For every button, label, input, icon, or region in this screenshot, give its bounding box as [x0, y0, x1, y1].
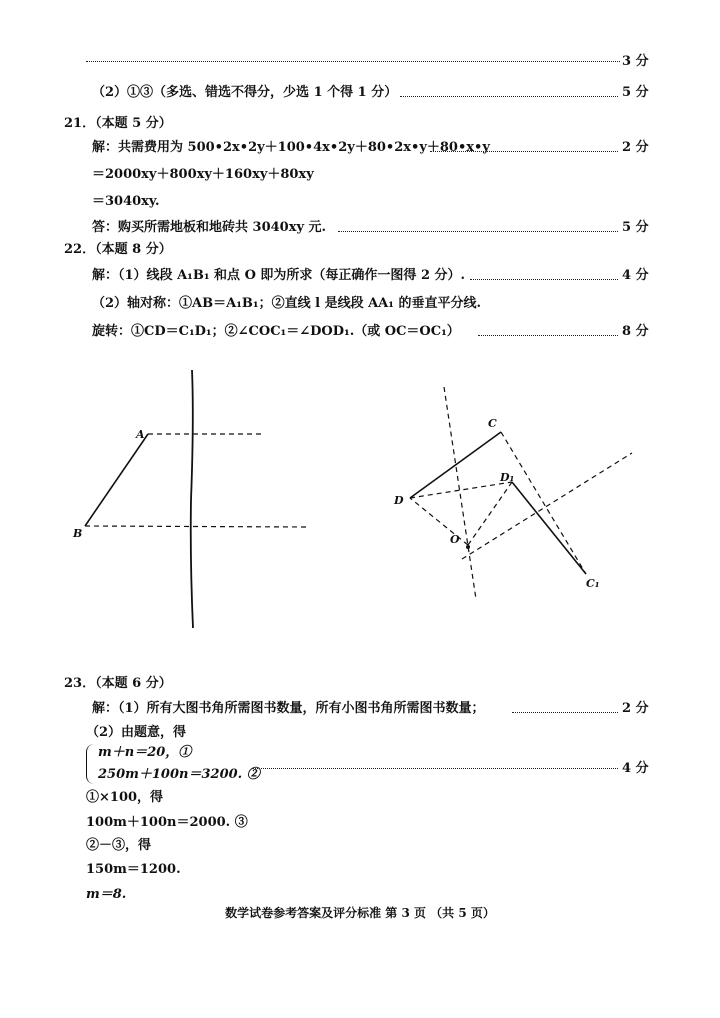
- page-footer: 数学试卷参考答案及评分标准 第 3 页 （共 5 页）: [225, 906, 495, 920]
- figure-axial-symmetry: [60, 360, 330, 640]
- label-A: A: [136, 428, 145, 441]
- label-D1: D₁: [500, 471, 515, 484]
- dashed-O-D1: [468, 482, 512, 545]
- answer-line: m＝8.: [86, 887, 127, 902]
- dashed-bisector-1: [444, 387, 476, 599]
- label-C: C: [488, 417, 497, 430]
- answer-line: （2）由题意，得: [86, 725, 187, 740]
- leader-dots: [338, 231, 618, 232]
- score: 5 分: [622, 85, 649, 100]
- equation-system-brace: [86, 744, 95, 784]
- answer-line: ＝3040xy.: [92, 194, 160, 209]
- dashed-B-B1: [85, 526, 307, 527]
- score: 4 分: [622, 761, 649, 776]
- score: 8 分: [622, 324, 649, 339]
- leader-dots: [478, 335, 618, 336]
- label-O: O: [450, 533, 460, 546]
- dashed-C-C1: [501, 432, 586, 574]
- score: 3 分: [622, 54, 649, 69]
- question-header: 23．（本题 6 分）: [64, 676, 172, 691]
- answer-line: （2）轴对称：①AB＝A₁B₁；②直线 l 是线段 AA₁ 的垂直平分线.: [92, 296, 482, 311]
- leader-dots: [86, 61, 620, 62]
- axis-line-l: [191, 370, 193, 628]
- answer-line: 100m＋100n＝2000. ③: [86, 815, 248, 830]
- answer-line: 解：（1）所有大图书角所需图书数量，所有小图书角所需图书数量；: [92, 701, 485, 716]
- score: 4 分: [622, 268, 649, 283]
- question-header: 21．（本题 5 分）: [64, 116, 172, 131]
- answer-line: 解：共需费用为 500•2x•2y＋100•4x•2y＋80•2x•y＋80•x•y: [92, 140, 490, 155]
- leader-dots: [400, 96, 618, 97]
- answer-line: 解：（1）线段 A₁B₁ 和点 O 即为所求（每正确作一图得 2 分）.: [92, 268, 466, 283]
- answer-line: 答：购买所需地板和地砖共 3040xy 元.: [92, 220, 327, 235]
- answer-line: 150m＝1200.: [86, 862, 181, 877]
- dashed-D-D1: [410, 482, 512, 498]
- answer-line: ＝2000xy＋800xy＋160xy＋80xy: [92, 167, 314, 182]
- leader-dots: [470, 279, 618, 280]
- segment-DC: [410, 432, 501, 498]
- label-B: B: [73, 527, 83, 540]
- answer-line: 旋转：①CD＝C₁D₁；②∠COC₁＝∠DOD₁.（或 OC＝OC₁）: [92, 324, 460, 339]
- segment-D1C1: [512, 482, 586, 574]
- score: 2 分: [622, 701, 649, 716]
- score: 2 分: [622, 140, 649, 155]
- label-C1: C₁: [586, 577, 600, 590]
- segment-AB: [85, 434, 148, 526]
- leader-dots: [252, 768, 618, 769]
- answer-line: ②－③，得: [86, 838, 152, 853]
- answer-line: （2）①③（多选、错选不得分，少选 1 个得 1 分）: [92, 85, 398, 100]
- point-O: [466, 545, 470, 549]
- equation-2: 250m＋100n＝3200. ②: [98, 767, 260, 782]
- equation-1: m＋n＝20，①: [98, 745, 192, 760]
- dashed-bisector-2: [462, 453, 632, 559]
- label-D: D: [394, 494, 404, 507]
- leader-dots: [430, 151, 618, 152]
- figure-rotation: [380, 375, 650, 615]
- question-header: 22．（本题 8 分）: [64, 242, 172, 257]
- score: 5 分: [622, 220, 649, 235]
- answer-line: ①×100，得: [86, 790, 164, 805]
- leader-dots: [512, 712, 618, 713]
